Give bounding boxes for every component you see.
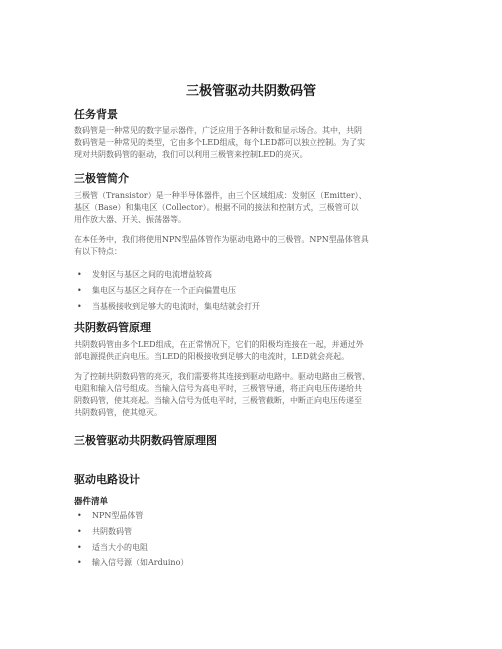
paragraph-line: 有以下特点： [74, 247, 122, 256]
paragraph-line: 数码管是一种常见的类型，它由多个LED组成，每个LED都可以独立控制。为了实 [74, 138, 366, 147]
paragraph-line: 在本任务中，我们将使用NPN型晶体管作为驱动电路中的三极管。NPN型晶体管具 [74, 235, 369, 244]
paragraph-line: 阴数码管，使其亮起。当输入信号为低电平时，三极管截断，中断正向电压传递至 [74, 396, 362, 405]
heading-task-background: 任务背景 [74, 108, 118, 121]
list-item: • 当基极接收到足够大的电流时，集电结就会打开 [92, 301, 260, 313]
paragraph-line: 基区（Base）和集电区（Collector）。根据不同的接法和控制方式，三极管可以 [74, 203, 359, 212]
heading-transistor-intro: 三极管简介 [74, 172, 129, 185]
paragraph-line: 用作放大器、开关、振荡器等。 [74, 215, 186, 224]
list-item: • 共阴数码管 [92, 526, 132, 538]
list-item: • NPN型晶体管 [92, 510, 143, 522]
paragraph-line: 三极管（Transistor）是一种半导体器件，由三个区域组成：发射区（Emitter）、 [74, 191, 367, 200]
document-title: 三极管驱动共阴数码管 [185, 84, 316, 99]
subheading-component-list: 器件清单 [74, 497, 109, 507]
list-item: • 集电区与基区之间存在一个正向偏置电压 [92, 285, 236, 297]
list-item: • 输入信号源（如Arduino） [92, 557, 188, 569]
paragraph-line: 共阴数码管，使其熄灭。 [74, 408, 162, 417]
list-item: • 发射区与基区之间的电流增益较高 [92, 269, 212, 281]
paragraph-line: 为了控制共阴数码管的亮灭，我们需要将其连接到驱动电路中。驱动电路由三极管、 [74, 372, 370, 381]
paragraph-line: 部电源提供正向电压。当LED的阳极接收到足够大的电流时，LED就会亮起。 [74, 352, 350, 361]
paragraph-line: 数码管是一种常见的数字显示器件，广泛应用于各种计数和显示场合。其中，共阴 [74, 126, 362, 135]
paragraph-line: 电阻和输入信号组成。当输入信号为高电平时，三极管导通，将正向电压传递给共 [74, 384, 362, 393]
heading-schematic: 三极管驱动共阴数码管原理图 [74, 434, 217, 447]
paragraph-line: 现对共阴数码管的驱动，我们可以利用三极管来控制LED的亮灭。 [74, 150, 308, 159]
paragraph-line: 共阴数码管由多个LED组成，在正常情况下，它们的阳极均连接在一起，并通过外 [74, 340, 364, 349]
heading-common-cathode-principle: 共阴数码管原理 [74, 321, 151, 334]
heading-circuit-design: 驱动电路设计 [74, 473, 140, 486]
list-item: • 适当大小的电阻 [92, 542, 148, 554]
